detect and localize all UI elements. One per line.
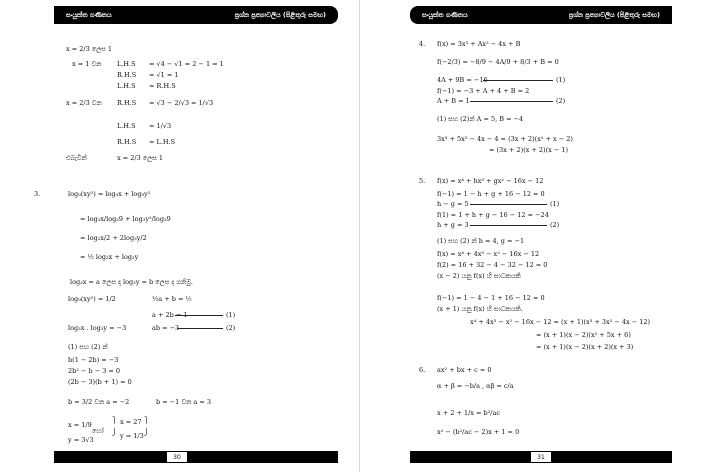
math-line: f(x) = x⁴ + 4x³ − x² − 16x − 12 (437, 250, 540, 258)
math-line: ½a + b = ½ (152, 295, 192, 303)
math-line: L.H.S (117, 122, 136, 130)
math-line: h + g = 3 (437, 221, 469, 229)
equation-rule (470, 204, 547, 205)
math-line: = √1 = 1 (149, 71, 179, 79)
math-line: (1) සහ (2) න් h = 4, g = −1 (437, 237, 525, 245)
question-number: 4. (419, 40, 426, 48)
header-subtitle: ප්‍රශ්න ප්‍රත්‍යාවලිය (පිළිතුරු සමඟ) (234, 10, 326, 19)
math-line: (1) සහ (2)න් A = 5, B = −4 (437, 115, 524, 123)
math-line: f(−2/3) = −8/9 − 4A/9 + 8/3 + B = 0 (437, 58, 559, 66)
math-line: = ½ log₃x + log₃y (80, 253, 139, 261)
math-line: = (x + 1)(x − 2)(x² + 5x + 6) (536, 331, 631, 339)
math-line: x + 2 + 1/x = b²/ac (437, 409, 501, 417)
math-line: b = −1 වන a = 3 (156, 398, 211, 406)
equation-rule (483, 80, 553, 81)
question-number: 5. (419, 177, 426, 185)
math-line: h − g = 5 (437, 200, 469, 208)
math-line: log₉(xy²) = 1/2 (68, 295, 116, 303)
equation-rule (177, 328, 223, 329)
math-line: 3x³ + 5x² − 4x − 4 = (3x + 2)(x² + x − 2) (437, 135, 573, 143)
header-subtitle: ප්‍රශ්න ප්‍රත්‍යාවලිය (පිළිතුරු සමඟ) (568, 10, 660, 19)
math-line: R.H.S (117, 99, 137, 107)
math-line: a + 2b = 1 (152, 311, 188, 319)
math-line: = (3x + 2)(x + 2)(x − 1) (489, 146, 569, 154)
math-line: x = 2/3 ලෙස 1 (117, 154, 164, 162)
math-line: y = 1/3 (120, 432, 144, 440)
math-line: = R.H.S (149, 82, 176, 90)
math-line: (1) (550, 200, 560, 208)
math-line: (1) (556, 76, 566, 84)
page-header-left (54, 6, 338, 24)
math-line: = √3 − 2/√3 = 1/√3 (149, 99, 214, 107)
math-line: = (x + 1)(x − 2)(x + 2)(x + 3) (536, 343, 634, 351)
math-line: L.H.S (117, 60, 136, 68)
math-line: එබැවින් (66, 154, 87, 162)
math-line: f(x) = 3x³ + Ax² − 4x + B (437, 40, 521, 48)
math-line: = L.H.S (149, 138, 176, 146)
brace-mark: ⎭ (112, 428, 117, 436)
equation-rule (470, 225, 547, 226)
math-line: = 1/√3 (149, 122, 172, 130)
math-line: (1) සහ (2) න් (68, 343, 108, 351)
page-header-right (410, 6, 672, 24)
equation-rule (470, 101, 553, 102)
math-line: log₃x . log₃y = −3 (68, 324, 127, 332)
math-line: f(2) = 16 + 32 − 4 − 32 − 12 = 0 (437, 261, 548, 269)
equation-rule (175, 315, 223, 316)
math-line: b(1 − 2b) = −3 (68, 356, 119, 364)
math-line: (2) (550, 221, 560, 229)
math-line: x = 1 වන (72, 60, 102, 68)
page-number-right: 31 (530, 451, 552, 463)
math-line: y = 3√3 (68, 436, 94, 444)
math-line: ax² + bx + c = 0 (437, 366, 492, 374)
math-line: (x + 1) යනු f(x) හි සාධකයකි. (437, 305, 523, 313)
math-line: (2) (556, 97, 566, 105)
page-footer-left (54, 451, 338, 463)
brace-mark: ⎭ (144, 428, 149, 436)
math-line: = log₃x/log₃9 + log₃y²/log₃9 (80, 215, 171, 223)
math-line: x⁴ + 4x³ − x² − 16x − 12 = (x + 1)(x³ + 3x² − 4x − 12) (470, 318, 651, 326)
brace-mark: ⎫ (144, 416, 149, 424)
math-line: 2b² − b − 3 = 0 (68, 367, 121, 375)
math-line: x = 1/9 (68, 421, 92, 429)
brace-mark: ⎫ (112, 416, 117, 424)
math-line: = √4 − √1 = 2 − 1 = 1 (149, 60, 224, 68)
math-line: f(−1) = −3 + A + 4 + B = 2 (437, 87, 530, 95)
math-line: f(x) = x⁴ + hx³ + gx² − 16x − 12 (437, 177, 544, 185)
math-line: L.H.S (117, 82, 136, 90)
header-title: සංයුක්ත ගණිතය (66, 10, 112, 19)
math-line: = log₃x/2 + 2log₃y/2 (80, 234, 147, 242)
math-line: හෝ (92, 427, 104, 435)
question-number: 6. (419, 366, 426, 374)
math-line: A + B = 1 (437, 97, 470, 105)
math-line: x² − (b²/ac − 2)x + 1 = 0 (437, 428, 520, 436)
math-line: f(−1) = 1 − h + g + 16 − 12 = 0 (437, 190, 545, 198)
math-line: α + β = −b/a , αβ = c/a (437, 382, 514, 390)
math-line: (2) (226, 324, 236, 332)
header-title: සංයුක්ත ගණිතය (422, 10, 468, 19)
math-line: R.H.S (117, 138, 137, 146)
math-line: x = 2/3 වන (66, 99, 102, 107)
math-line: (1) (226, 311, 236, 319)
math-line: (x − 2) යනු f(x) හි සාධකයකි (437, 272, 521, 280)
math-line: 4A + 9B = −16 (437, 76, 488, 84)
math-line: (2b − 3)(b + 1) = 0 (68, 378, 132, 386)
math-line: ab = −3 (152, 324, 180, 332)
page-divider (359, 0, 360, 472)
math-line: log₉(xy²) = log₉x + log₉y² (68, 190, 151, 198)
math-line: f(−1) = 1 − 4 − 1 + 16 − 12 = 0 (437, 294, 545, 302)
math-line: R.H.S (117, 71, 137, 79)
math-line: b = 3/2 වන a = −2 (68, 398, 130, 406)
question-number: 3. (34, 190, 41, 198)
page-number-left: 30 (166, 451, 188, 463)
page-right (360, 0, 720, 472)
math-line: x = 27 (120, 418, 142, 426)
math-line: log₃x = a ලෙස ද log₃y = b ලෙස ද ගනිමු. (70, 278, 194, 286)
math-line: x = 2/3 ලෙස 1 (66, 45, 113, 53)
math-line: f(1) = 1 + h + g − 16 − 12 = −24 (437, 211, 549, 219)
